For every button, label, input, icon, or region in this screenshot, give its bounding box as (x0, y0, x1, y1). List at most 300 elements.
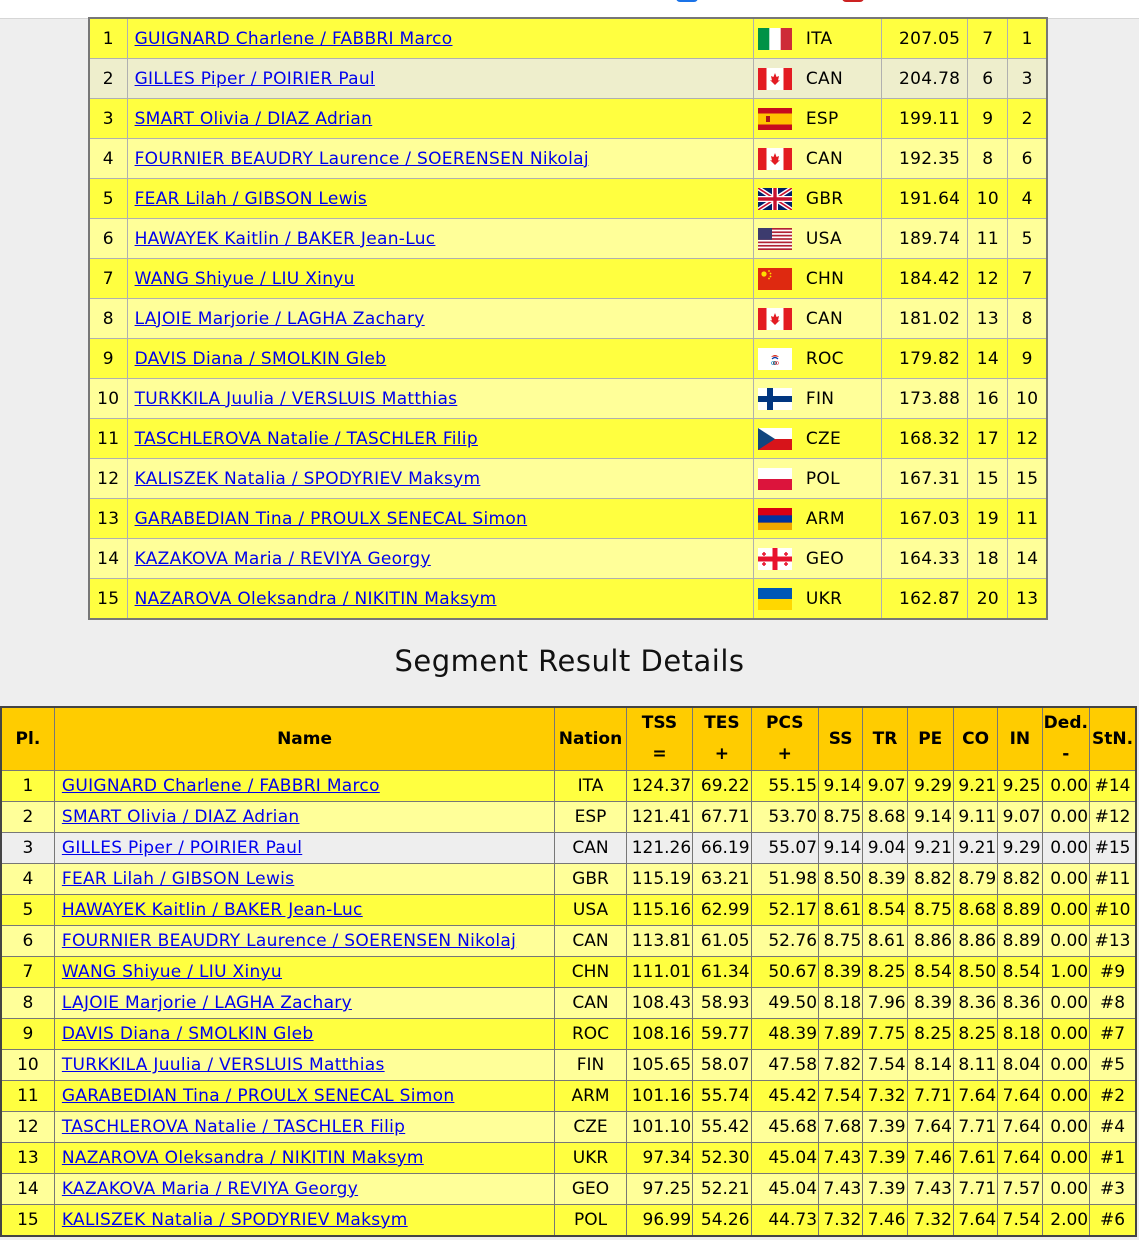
segment-pcs: 52.76 (751, 926, 818, 957)
segment-tes: 58.07 (693, 1050, 751, 1081)
segment-co: 7.61 (953, 1143, 997, 1174)
segment-nation: GEO (555, 1174, 626, 1205)
segment-start-number: #2 (1090, 1081, 1136, 1112)
segment-start-number: #14 (1090, 771, 1136, 802)
segment-nation: CAN (555, 988, 626, 1019)
partial-icon-red (842, 0, 864, 2)
segment-start-number: #6 (1090, 1205, 1136, 1237)
segment-pcs: 44.73 (751, 1205, 818, 1237)
segment-name-cell (54, 1081, 554, 1112)
skater-link[interactable]: GARABEDIAN Tina / PROULX SENECAL Simon (134, 508, 528, 529)
segment-ded: 0.00 (1042, 926, 1090, 957)
segment-ded: 0.00 (1042, 895, 1090, 926)
overall-points: 191.64 (882, 179, 968, 219)
skater-link[interactable]: NAZAROVA Oleksandra / NIKITIN Maksym (61, 1148, 424, 1168)
overall-results-table (88, 17, 1048, 620)
segment-co: 8.79 (953, 864, 997, 895)
segment-name-cell (54, 864, 554, 895)
col-header-pcs[interactable] (751, 707, 818, 771)
skater-link[interactable]: LAJOIE Marjorie / LAGHA Zachary (61, 993, 352, 1013)
segment-pcs: 52.17 (751, 895, 818, 926)
segment-tss: 124.37 (626, 771, 692, 802)
segment-tr: 8.68 (863, 802, 907, 833)
flag-armenia-icon (758, 508, 792, 530)
overall-name-cell (127, 99, 753, 139)
segment-pe: 7.46 (907, 1143, 953, 1174)
segment-row (1, 833, 1136, 864)
segment-nation: UKR (555, 1143, 626, 1174)
segment-in: 8.18 (998, 1019, 1042, 1050)
segment-in: 7.64 (998, 1081, 1042, 1112)
flag-czechia-icon (758, 428, 792, 450)
skater-link[interactable]: HAWAYEK Kaitlin / BAKER Jean-Luc (134, 228, 436, 249)
segment-in: 7.64 (998, 1143, 1042, 1174)
segment-tr: 7.46 (863, 1205, 907, 1237)
segment-ss: 8.50 (819, 864, 863, 895)
flag-italy-icon (758, 28, 792, 50)
overall-points: 164.33 (882, 539, 968, 579)
segment-pcs: 53.70 (751, 802, 818, 833)
segment-start-number: #3 (1090, 1174, 1136, 1205)
segment-pe: 8.25 (907, 1019, 953, 1050)
overall-nation-cell (753, 459, 881, 499)
overall-place: 1 (89, 18, 127, 59)
overall-points: 207.05 (882, 18, 968, 59)
segment-ded: 0.00 (1042, 1143, 1090, 1174)
overall-sp-place: 17 (968, 419, 1008, 459)
segment-pcs: 51.98 (751, 864, 818, 895)
skater-link[interactable]: KALISZEK Natalia / SPODYRIEV Maksym (61, 1210, 408, 1230)
overall-row (89, 259, 1047, 299)
segment-tes: 52.21 (693, 1174, 751, 1205)
overall-place: 8 (89, 299, 127, 339)
segment-ded: 0.00 (1042, 771, 1090, 802)
col-header-tes[interactable] (693, 707, 751, 771)
segment-tss: 121.41 (626, 802, 692, 833)
overall-row (89, 139, 1047, 179)
col-header-nation[interactable]: Nation (555, 707, 626, 771)
col-header-pe[interactable]: PE (907, 707, 953, 771)
segment-name-cell (54, 895, 554, 926)
nation-code: USA (805, 228, 842, 249)
segment-in: 8.89 (998, 895, 1042, 926)
segment-name-cell (54, 1174, 554, 1205)
segment-in: 9.25 (998, 771, 1042, 802)
overall-row (89, 579, 1047, 620)
segment-nation: CAN (555, 833, 626, 864)
overall-fs-place: 14 (1008, 539, 1047, 579)
overall-points: 167.03 (882, 499, 968, 539)
flag-georgia-icon (758, 548, 792, 570)
segment-in: 8.82 (998, 864, 1042, 895)
partial-icon-blue (676, 0, 698, 2)
segment-ded: 0.00 (1042, 864, 1090, 895)
overall-sp-place: 10 (968, 179, 1008, 219)
overall-row (89, 219, 1047, 259)
overall-place: 4 (89, 139, 127, 179)
skater-link[interactable]: KAZAKOVA Maria / REVIYA Georgy (134, 548, 431, 569)
skater-link[interactable]: FOURNIER BEAUDRY Laurence / SOERENSEN Nikolaj (61, 931, 517, 951)
col-header-co[interactable]: CO (953, 707, 997, 771)
segment-ss: 7.54 (819, 1081, 863, 1112)
overall-fs-place: 3 (1008, 59, 1047, 99)
segment-row (1, 1081, 1136, 1112)
overall-sp-place: 20 (968, 579, 1008, 620)
segment-tes: 59.77 (693, 1019, 751, 1050)
segment-nation: USA (555, 895, 626, 926)
segment-title: Segment Result Details (394, 644, 745, 678)
segment-in: 9.29 (998, 833, 1042, 864)
col-header-ded[interactable] (1042, 707, 1090, 771)
skater-link[interactable]: TURKKILA Juulia / VERSLUIS Matthias (61, 1055, 385, 1075)
skater-link[interactable]: KAZAKOVA Maria / REVIYA Georgy (61, 1179, 359, 1199)
segment-tr: 8.39 (863, 864, 907, 895)
col-header-in[interactable]: IN (998, 707, 1042, 771)
segment-tes: 55.74 (693, 1081, 751, 1112)
overall-name-cell (127, 379, 753, 419)
col-header-tes-op: + (714, 744, 729, 764)
segment-tss: 96.99 (626, 1205, 692, 1237)
overall-points: 179.82 (882, 339, 968, 379)
segment-co: 8.86 (953, 926, 997, 957)
segment-ded: 1.00 (1042, 957, 1090, 988)
skater-link[interactable]: TASCHLEROVA Natalie / TASCHLER Filip (134, 428, 478, 449)
flag-canada-icon (758, 148, 792, 170)
segment-name-cell (54, 926, 554, 957)
segment-row (1, 988, 1136, 1019)
segment-ded: 0.00 (1042, 802, 1090, 833)
skater-link[interactable]: FOURNIER BEAUDRY Laurence / SOERENSEN Nikolaj (134, 148, 589, 169)
segment-ss: 7.32 (819, 1205, 863, 1237)
segment-place: 2 (1, 802, 54, 833)
overall-points: 168.32 (882, 419, 968, 459)
flag-poland-icon (758, 468, 792, 490)
segment-start-number: #9 (1090, 957, 1136, 988)
overall-place: 2 (89, 59, 127, 99)
overall-name-cell (127, 579, 753, 620)
segment-name-cell (54, 988, 554, 1019)
overall-fs-place: 5 (1008, 219, 1047, 259)
col-header-ded-op: - (1062, 744, 1070, 764)
segment-ded: 2.00 (1042, 1205, 1090, 1237)
overall-sp-place: 18 (968, 539, 1008, 579)
overall-nation-cell (753, 18, 881, 59)
overall-sp-place: 6 (968, 59, 1008, 99)
segment-pe: 7.43 (907, 1174, 953, 1205)
flag-canada-icon (758, 308, 792, 330)
segment-ded: 0.00 (1042, 833, 1090, 864)
overall-place: 11 (89, 419, 127, 459)
overall-points: 192.35 (882, 139, 968, 179)
segment-start-number: #1 (1090, 1143, 1136, 1174)
segment-ded: 0.00 (1042, 1112, 1090, 1143)
segment-ss: 8.61 (819, 895, 863, 926)
skater-link[interactable]: FEAR Lilah / GIBSON Lewis (61, 869, 295, 889)
skater-link[interactable]: GUIGNARD Charlene / FABBRI Marco (134, 28, 453, 49)
segment-row (1, 1143, 1136, 1174)
segment-name-cell (54, 1143, 554, 1174)
segment-nation: ITA (555, 771, 626, 802)
segment-nation: CZE (555, 1112, 626, 1143)
segment-ss: 8.18 (819, 988, 863, 1019)
overall-place: 7 (89, 259, 127, 299)
segment-tes: 69.22 (693, 771, 751, 802)
segment-nation: GBR (555, 864, 626, 895)
segment-name-cell (54, 802, 554, 833)
overall-sp-place: 16 (968, 379, 1008, 419)
overall-row (89, 419, 1047, 459)
segment-row (1, 1112, 1136, 1143)
segment-tss: 105.65 (626, 1050, 692, 1081)
segment-name-cell (54, 1050, 554, 1081)
segment-ss: 9.14 (819, 771, 863, 802)
segment-tss: 108.16 (626, 1019, 692, 1050)
overall-fs-place: 11 (1008, 499, 1047, 539)
overall-place: 14 (89, 539, 127, 579)
skater-link[interactable]: DAVIS Diana / SMOLKIN Gleb (61, 1024, 314, 1044)
segment-ss: 7.89 (819, 1019, 863, 1050)
segment-results-table (0, 706, 1137, 1237)
overall-sp-place: 19 (968, 499, 1008, 539)
col-header-ss[interactable]: SS (819, 707, 863, 771)
segment-pcs: 49.50 (751, 988, 818, 1019)
segment-tss: 101.16 (626, 1081, 692, 1112)
overall-nation-cell (753, 379, 881, 419)
skater-link[interactable]: SMART Olivia / DIAZ Adrian (134, 108, 373, 129)
overall-nation-cell (753, 419, 881, 459)
nation-code: ARM (805, 508, 845, 529)
overall-name-cell (127, 219, 753, 259)
segment-row (1, 957, 1136, 988)
segment-co: 8.11 (953, 1050, 997, 1081)
overall-name-cell (127, 259, 753, 299)
segment-tr: 7.39 (863, 1143, 907, 1174)
segment-ss: 7.82 (819, 1050, 863, 1081)
overall-place: 6 (89, 219, 127, 259)
segment-tes: 52.30 (693, 1143, 751, 1174)
skater-link[interactable]: WANG Shiyue / LIU Xinyu (134, 268, 355, 289)
skater-link[interactable]: GILLES Piper / POIRIER Paul (134, 68, 375, 89)
overall-place: 13 (89, 499, 127, 539)
skater-link[interactable]: GARABEDIAN Tina / PROULX SENECAL Simon (61, 1086, 455, 1106)
overall-nation-cell (753, 579, 881, 620)
segment-co: 7.64 (953, 1205, 997, 1237)
segment-start-number: #5 (1090, 1050, 1136, 1081)
overall-row (89, 459, 1047, 499)
segment-pe: 8.39 (907, 988, 953, 1019)
segment-row (1, 771, 1136, 802)
segment-pe: 8.75 (907, 895, 953, 926)
segment-tss: 121.26 (626, 833, 692, 864)
overall-name-cell (127, 299, 753, 339)
flag-ukraine-icon (758, 588, 792, 610)
nation-code: CHN (805, 268, 845, 289)
segment-row (1, 864, 1136, 895)
col-header-pl[interactable]: Pl. (1, 707, 54, 771)
overall-name-cell (127, 339, 753, 379)
segment-tes: 62.99 (693, 895, 751, 926)
nation-code: POL (805, 468, 840, 489)
skater-link[interactable]: KALISZEK Natalia / SPODYRIEV Maksym (134, 468, 481, 489)
overall-row (89, 99, 1047, 139)
skater-link[interactable]: TASCHLEROVA Natalie / TASCHLER Filip (61, 1117, 406, 1137)
overall-points: 204.78 (882, 59, 968, 99)
segment-name-cell (54, 833, 554, 864)
segment-in: 9.07 (998, 802, 1042, 833)
skater-link[interactable]: LAJOIE Marjorie / LAGHA Zachary (134, 308, 425, 329)
segment-ded: 0.00 (1042, 1174, 1090, 1205)
segment-in: 8.89 (998, 926, 1042, 957)
skater-link[interactable]: SMART Olivia / DIAZ Adrian (61, 807, 300, 827)
overall-sp-place: 9 (968, 99, 1008, 139)
segment-name-cell (54, 1205, 554, 1237)
overall-nation-cell (753, 179, 881, 219)
skater-link[interactable]: TURKKILA Juulia / VERSLUIS Matthias (134, 388, 458, 409)
segment-name-cell (54, 771, 554, 802)
segment-name-cell (54, 1112, 554, 1143)
segment-tes: 61.34 (693, 957, 751, 988)
segment-pcs: 45.42 (751, 1081, 818, 1112)
segment-co: 8.50 (953, 957, 997, 988)
segment-tr: 7.39 (863, 1112, 907, 1143)
overall-place: 10 (89, 379, 127, 419)
col-header-stn[interactable]: StN. (1090, 707, 1136, 771)
segment-ss: 8.75 (819, 802, 863, 833)
segment-place: 14 (1, 1174, 54, 1205)
col-header-tss-op: = (652, 744, 667, 764)
segment-tes: 55.42 (693, 1112, 751, 1143)
skater-link[interactable]: DAVIS Diana / SMOLKIN Gleb (134, 348, 387, 369)
segment-start-number: #12 (1090, 802, 1136, 833)
overall-nation-cell (753, 219, 881, 259)
nation-code: ESP (805, 108, 839, 129)
overall-row (89, 499, 1047, 539)
segment-row (1, 1205, 1136, 1237)
segment-header-row (1, 707, 1136, 771)
overall-points: 184.42 (882, 259, 968, 299)
skater-link[interactable]: GUIGNARD Charlene / FABBRI Marco (61, 776, 380, 796)
segment-in: 7.57 (998, 1174, 1042, 1205)
segment-tr: 7.54 (863, 1050, 907, 1081)
segment-start-number: #4 (1090, 1112, 1136, 1143)
overall-fs-place: 12 (1008, 419, 1047, 459)
segment-row (1, 1174, 1136, 1205)
col-header-tr[interactable]: TR (863, 707, 907, 771)
segment-tss: 97.25 (626, 1174, 692, 1205)
overall-fs-place: 13 (1008, 579, 1047, 620)
flag-canada-icon (758, 68, 792, 90)
segment-ss: 9.14 (819, 833, 863, 864)
segment-nation: CAN (555, 926, 626, 957)
segment-pe: 9.29 (907, 771, 953, 802)
nation-code: CAN (805, 68, 843, 89)
overall-fs-place: 15 (1008, 459, 1047, 499)
col-header-tss[interactable] (626, 707, 692, 771)
segment-tr: 9.04 (863, 833, 907, 864)
segment-pe: 7.32 (907, 1205, 953, 1237)
overall-fs-place: 6 (1008, 139, 1047, 179)
segment-row (1, 895, 1136, 926)
overall-sp-place: 14 (968, 339, 1008, 379)
segment-start-number: #15 (1090, 833, 1136, 864)
segment-row (1, 1050, 1136, 1081)
segment-pcs: 55.15 (751, 771, 818, 802)
segment-ss: 7.43 (819, 1143, 863, 1174)
segment-start-number: #10 (1090, 895, 1136, 926)
segment-name-cell (54, 1019, 554, 1050)
col-header-ded-label: Ded. (1043, 713, 1088, 733)
segment-co: 7.64 (953, 1081, 997, 1112)
overall-sp-place: 13 (968, 299, 1008, 339)
segment-pe: 8.54 (907, 957, 953, 988)
overall-row (89, 379, 1047, 419)
segment-start-number: #8 (1090, 988, 1136, 1019)
segment-pe: 9.14 (907, 802, 953, 833)
segment-row (1, 926, 1136, 957)
segment-pcs: 47.58 (751, 1050, 818, 1081)
segment-row (1, 802, 1136, 833)
nation-code: UKR (805, 588, 843, 609)
overall-nation-cell (753, 299, 881, 339)
overall-points: 162.87 (882, 579, 968, 620)
segment-place: 6 (1, 926, 54, 957)
skater-link[interactable]: NAZAROVA Oleksandra / NIKITIN Maksym (134, 588, 497, 609)
overall-nation-cell (753, 139, 881, 179)
skater-link[interactable]: GILLES Piper / POIRIER Paul (61, 838, 303, 858)
nation-code: GEO (805, 548, 845, 569)
overall-name-cell (127, 499, 753, 539)
nation-code: ITA (805, 28, 833, 49)
segment-pe: 8.86 (907, 926, 953, 957)
segment-tss: 97.34 (626, 1143, 692, 1174)
overall-nation-cell (753, 59, 881, 99)
overall-fs-place: 4 (1008, 179, 1047, 219)
col-header-name[interactable]: Name (54, 707, 554, 771)
segment-ded: 0.00 (1042, 1050, 1090, 1081)
segment-ss: 8.39 (819, 957, 863, 988)
skater-link[interactable]: WANG Shiyue / LIU Xinyu (61, 962, 282, 982)
overall-nation-cell (753, 499, 881, 539)
segment-place: 3 (1, 833, 54, 864)
segment-co: 8.25 (953, 1019, 997, 1050)
segment-tr: 8.25 (863, 957, 907, 988)
overall-place: 9 (89, 339, 127, 379)
overall-name-cell (127, 539, 753, 579)
segment-start-number: #11 (1090, 864, 1136, 895)
skater-link[interactable]: FEAR Lilah / GIBSON Lewis (134, 188, 368, 209)
segment-co: 9.21 (953, 833, 997, 864)
flag-great-britain-icon (758, 188, 792, 210)
nation-code: CAN (805, 148, 843, 169)
segment-pcs: 50.67 (751, 957, 818, 988)
segment-tr: 8.61 (863, 926, 907, 957)
segment-pe: 7.64 (907, 1112, 953, 1143)
overall-fs-place: 9 (1008, 339, 1047, 379)
segment-nation: FIN (555, 1050, 626, 1081)
overall-sp-place: 11 (968, 219, 1008, 259)
segment-place: 5 (1, 895, 54, 926)
segment-ss: 7.43 (819, 1174, 863, 1205)
segment-co: 8.36 (953, 988, 997, 1019)
segment-place: 11 (1, 1081, 54, 1112)
overall-fs-place: 8 (1008, 299, 1047, 339)
skater-link[interactable]: HAWAYEK Kaitlin / BAKER Jean-Luc (61, 900, 363, 920)
segment-tes: 66.19 (693, 833, 751, 864)
segment-nation: CHN (555, 957, 626, 988)
segment-place: 10 (1, 1050, 54, 1081)
segment-in: 7.54 (998, 1205, 1042, 1237)
overall-row (89, 539, 1047, 579)
